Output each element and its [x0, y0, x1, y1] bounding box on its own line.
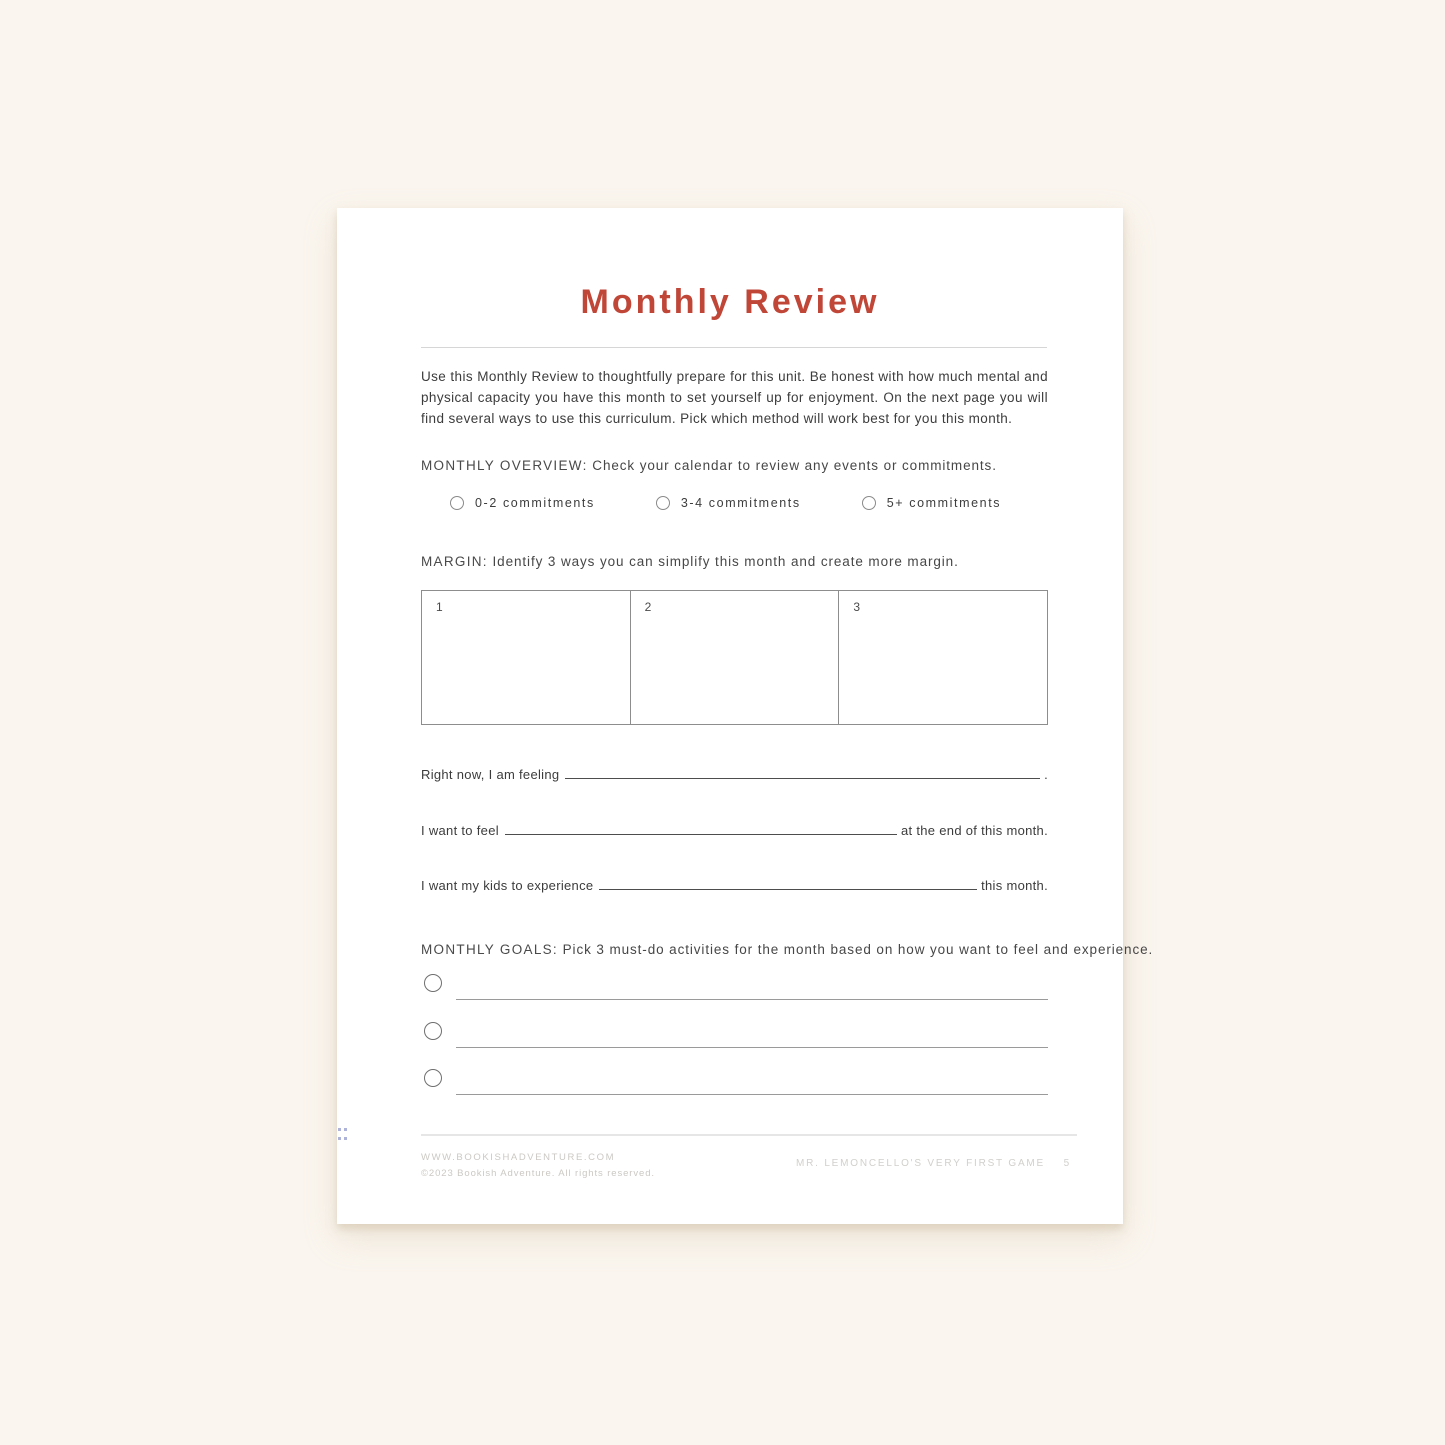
fill-in-feeling — [421, 763, 1048, 782]
cell-number: 3 — [853, 600, 861, 614]
fill-in-suffix: . — [1044, 767, 1048, 782]
margin-cell-1[interactable] — [422, 591, 631, 724]
monthly-overview-label: MONTHLY OVERVIEW: — [421, 458, 588, 473]
monthly-overview-description: Check your calendar to review any events or commitments. — [592, 458, 997, 473]
footer-website: WWW.BOOKISHADVENTURE.COM — [421, 1152, 616, 1163]
margin-description: Identify 3 ways you can simplify this month and create more margin. — [492, 554, 959, 569]
commitments-options — [450, 496, 1050, 510]
monthly-goals-description: Pick 3 must-do activities for the month based on how you want to feel and experience. — [562, 942, 1154, 957]
monthly-goals-label: MONTHLY GOALS: — [421, 942, 558, 957]
fill-in-blank[interactable] — [505, 819, 897, 835]
monthly-goals-heading — [421, 942, 1154, 957]
edge-artifact-marks — [337, 1127, 349, 1141]
footer-book-title: MR. LEMONCELLO'S VERY FIRST GAME — [796, 1158, 1046, 1169]
fill-in-prefix: I want my kids to experience — [421, 878, 594, 893]
margin-cell-3[interactable] — [839, 591, 1047, 724]
goal-item-3 — [421, 1069, 1048, 1095]
option-5plus-commitments[interactable] — [862, 496, 1001, 510]
fill-in-prefix: I want to feel — [421, 823, 499, 838]
goal-item-1 — [421, 974, 1048, 1000]
option-3-4-commitments[interactable] — [656, 496, 801, 510]
goal-checkbox-icon[interactable] — [424, 1022, 442, 1040]
fill-in-kids-experience — [421, 874, 1048, 893]
intro-paragraph: Use this Monthly Review to thoughtfully prepare for this unit. Be honest with how much mental and physical capacity you have this month to set yourself up for enjoyment. On the next page you will find several ways to use this curriculum. Pick which method will work best for you this month. — [421, 369, 1048, 426]
fill-in-suffix: this month. — [981, 878, 1048, 893]
goal-checkbox-icon[interactable] — [424, 1069, 442, 1087]
cell-number: 1 — [436, 600, 443, 614]
worksheet-page — [337, 208, 1154, 1224]
footer-left — [421, 1150, 655, 1182]
radio-label: 0-2 commitments — [475, 496, 595, 510]
goal-blank-line[interactable] — [456, 999, 1048, 1000]
radio-circle-icon[interactable] — [656, 496, 670, 510]
radio-circle-icon[interactable] — [862, 496, 876, 510]
cell-number: 2 — [644, 600, 652, 614]
margin-label: MARGIN: — [421, 554, 488, 569]
footer-copyright: ©2023 Bookish Adventure. All rights reserved. — [421, 1168, 655, 1179]
option-0-2-commitments[interactable] — [450, 496, 595, 510]
goal-blank-line[interactable] — [456, 1094, 1048, 1095]
margin-heading — [421, 554, 1061, 569]
fill-in-want-to-feel — [421, 819, 1048, 838]
goal-checkbox-icon[interactable] — [424, 974, 442, 992]
radio-circle-icon[interactable] — [450, 496, 464, 510]
footer-page-number: 5 — [1063, 1158, 1071, 1169]
margin-table — [421, 590, 1048, 725]
footer-divider — [421, 1134, 1077, 1136]
fill-in-suffix: at the end of this month. — [901, 823, 1048, 838]
page-title: Monthly Review — [580, 283, 880, 321]
radio-label: 5+ commitments — [886, 496, 1002, 510]
fill-in-blank[interactable] — [599, 874, 977, 890]
fill-in-prefix: Right now, I am feeling — [421, 767, 560, 782]
fill-in-blank[interactable] — [565, 763, 1040, 779]
title-divider — [421, 347, 1047, 348]
goal-item-2 — [421, 1022, 1048, 1048]
radio-label: 3-4 commitments — [680, 496, 801, 510]
goal-blank-line[interactable] — [456, 1047, 1048, 1048]
monthly-overview-heading — [421, 458, 1061, 473]
footer-right — [796, 1158, 1071, 1169]
margin-cell-2[interactable] — [631, 591, 840, 724]
